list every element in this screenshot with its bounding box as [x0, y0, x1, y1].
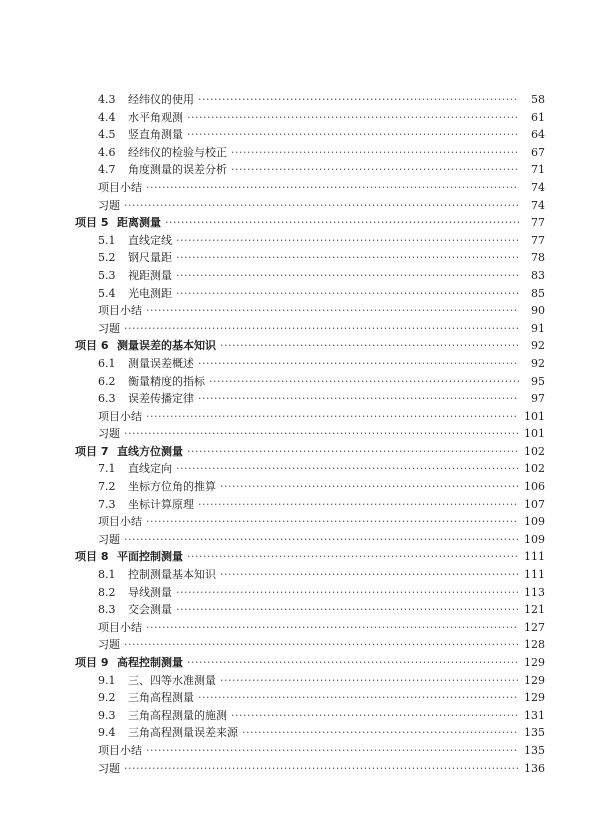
toc-page-number: 97	[531, 392, 545, 406]
toc-entry-title: 直线方位测量	[117, 444, 183, 458]
toc-section-entry[interactable]	[75, 513, 545, 531]
toc-entry-number: 8.1	[98, 568, 116, 582]
toc-page-number: 61	[531, 110, 545, 124]
toc-entry-title: 三角高程测量误差来源	[128, 726, 238, 740]
dot-leader	[198, 390, 519, 408]
toc-entry-title: 水平角观测	[128, 110, 183, 124]
dot-leader	[187, 654, 518, 672]
toc-entry-number: 4.3	[98, 93, 116, 106]
dot-leader	[146, 513, 518, 531]
toc-page-number: 71	[531, 163, 545, 177]
dot-leader	[187, 548, 518, 566]
toc-section-entry[interactable]	[75, 724, 545, 742]
toc-section-entry[interactable]	[75, 126, 545, 144]
toc-page-number: 111	[524, 568, 545, 582]
toc-page-number: 77	[531, 233, 545, 247]
toc-entry-title: 视距测量	[128, 268, 172, 282]
toc-entry-title: 习题	[98, 761, 120, 775]
dot-leader	[146, 619, 518, 637]
toc-page-number: 77	[531, 216, 545, 230]
toc-entry-title: 测量误差的基本知识	[117, 339, 216, 353]
dot-leader	[187, 443, 518, 461]
toc-section-entry[interactable]	[75, 531, 545, 549]
dot-leader	[231, 707, 518, 725]
toc-entry-number: 7.3	[98, 497, 116, 511]
toc-page-number: 83	[531, 268, 545, 282]
toc-page-number: 92	[531, 356, 545, 370]
toc-entry-title: 控制测量基本知识	[128, 568, 216, 582]
dot-leader	[124, 425, 518, 443]
toc-entry-title: 导线测量	[128, 585, 172, 599]
toc-section-entry[interactable]	[75, 320, 545, 338]
toc-section-entry[interactable]	[75, 496, 545, 514]
toc-section-entry[interactable]	[75, 179, 545, 197]
toc-chapter-entry[interactable]	[75, 337, 545, 355]
toc-entry-title: 经纬仪的使用	[128, 93, 194, 106]
toc-page-number: 78	[531, 251, 545, 265]
toc-section-entry[interactable]	[75, 161, 545, 179]
toc-entry-title: 三、四等水准测量	[128, 673, 216, 687]
toc-page-number: 74	[531, 198, 545, 212]
toc-page-number: 109	[524, 515, 545, 529]
toc-section-entry[interactable]	[75, 689, 545, 707]
toc-entry-number: 9.2	[98, 691, 116, 705]
toc-page-number: 102	[524, 462, 545, 476]
toc-entry-title: 角度测量的误差分析	[128, 163, 227, 177]
toc-page-number: 67	[531, 145, 545, 159]
toc-section-entry[interactable]	[75, 267, 545, 285]
dot-leader	[198, 91, 519, 109]
toc-entry-title: 平面控制测量	[117, 550, 183, 564]
toc-page-number: 128	[524, 638, 545, 652]
toc-entry-number: 7.2	[98, 480, 116, 494]
dot-leader	[146, 179, 519, 197]
toc-page-number: 106	[524, 480, 545, 494]
dot-leader	[187, 126, 519, 144]
toc-section-entry[interactable]	[75, 584, 545, 602]
dot-leader	[176, 584, 518, 602]
toc-entry-title: 项目小结	[98, 515, 142, 529]
toc-chapter-entry[interactable]	[75, 214, 545, 232]
dot-leader	[124, 197, 519, 215]
toc-page-number: 109	[524, 532, 545, 546]
toc-entry-title: 测量误差概述	[128, 356, 194, 370]
dot-leader	[220, 478, 518, 496]
dot-leader	[231, 161, 519, 179]
toc-entry-title: 直线定向	[128, 462, 172, 476]
toc-entry-number: 5.3	[98, 268, 116, 282]
toc-entry-number: 项目 5	[75, 216, 109, 230]
toc-entry-number: 项目 6	[75, 339, 109, 353]
toc-section-entry[interactable]	[75, 197, 545, 215]
toc-section-entry[interactable]	[75, 566, 545, 584]
toc-entry-number: 4.4	[98, 110, 116, 124]
toc-entry-number: 6.3	[98, 392, 116, 406]
toc-entry-title: 钢尺量距	[128, 251, 172, 265]
toc-page-number: 121	[524, 603, 545, 617]
toc-section-entry[interactable]	[75, 232, 545, 250]
toc-section-entry[interactable]	[75, 425, 545, 443]
toc-page-number: 85	[531, 286, 545, 300]
dot-leader	[146, 742, 518, 760]
toc-entry-number: 5.2	[98, 251, 116, 265]
dot-leader	[220, 337, 519, 355]
toc-entry-title: 项目小结	[98, 409, 142, 423]
toc-section-entry[interactable]	[75, 355, 545, 373]
dot-leader	[187, 109, 519, 127]
toc-page-number: 131	[524, 708, 545, 722]
toc-page-number: 90	[531, 304, 545, 318]
dot-leader	[176, 601, 518, 619]
toc-entry-number: 6.1	[98, 356, 116, 370]
toc-entry-title: 直线定线	[128, 233, 172, 247]
toc-page-number: 74	[531, 180, 545, 194]
toc-entry-title: 光电测距	[128, 286, 172, 300]
toc-entry-number: 4.6	[98, 145, 116, 159]
toc-page-number: 101	[524, 409, 545, 423]
toc-entry-title: 三角高程测量的施测	[128, 708, 227, 722]
toc-entry-title: 习题	[98, 427, 120, 441]
toc-entry-title: 项目小结	[98, 620, 142, 634]
dot-leader	[198, 496, 518, 514]
toc-entry-title: 竖直角测量	[128, 128, 183, 142]
toc-entry-number: 8.3	[98, 603, 116, 617]
dot-leader	[176, 267, 519, 285]
toc-section-entry[interactable]	[75, 91, 545, 109]
toc-entry-number: 8.2	[98, 585, 116, 599]
dot-leader	[231, 144, 519, 162]
dot-leader	[220, 566, 518, 584]
toc-section-entry[interactable]	[75, 460, 545, 478]
toc-entry-title: 习题	[98, 321, 120, 335]
toc-section-entry[interactable]	[75, 408, 545, 426]
dot-leader	[220, 672, 518, 690]
toc-entry-title: 项目小结	[98, 304, 142, 318]
toc-page-number: 129	[524, 691, 545, 705]
toc-section-entry[interactable]	[75, 601, 545, 619]
toc-entry-number: 4.5	[98, 128, 116, 142]
dot-leader	[124, 320, 519, 338]
dot-leader	[124, 636, 518, 654]
toc-entry-number: 5.1	[98, 233, 116, 247]
toc-section-entry[interactable]	[75, 302, 545, 320]
toc-page-number: 113	[524, 585, 545, 599]
toc-entry-number: 9.1	[98, 673, 116, 687]
toc-section-entry[interactable]	[75, 285, 545, 303]
toc-entry-number: 5.4	[98, 286, 116, 300]
toc-entry-title: 高程控制测量	[117, 656, 183, 669]
table-of-contents	[75, 91, 545, 777]
dot-leader	[176, 249, 519, 267]
toc-entry-title: 习题	[98, 198, 120, 212]
toc-entry-title: 经纬仪的检验与校正	[128, 145, 227, 159]
toc-entry-title: 误差传播定律	[128, 392, 194, 406]
toc-section-entry[interactable]	[75, 478, 545, 496]
toc-section-entry[interactable]	[75, 742, 545, 760]
dot-leader	[124, 760, 518, 778]
dot-leader	[209, 373, 519, 391]
toc-entry-number: 4.7	[98, 163, 116, 177]
toc-page-number: 101	[524, 427, 545, 441]
toc-entry-title: 习题	[98, 638, 120, 652]
toc-section-entry[interactable]	[75, 109, 545, 127]
dot-leader	[176, 232, 519, 250]
toc-entry-title: 距离测量	[117, 216, 161, 230]
dot-leader	[198, 689, 518, 707]
toc-section-entry[interactable]	[75, 144, 545, 162]
toc-chapter-entry[interactable]	[75, 654, 545, 672]
toc-entry-number: 9.4	[98, 726, 116, 740]
toc-page-number: 129	[524, 656, 545, 669]
toc-page-number: 135	[524, 726, 545, 740]
toc-section-entry[interactable]	[75, 672, 545, 690]
dot-leader	[198, 355, 519, 373]
toc-entry-title: 项目小结	[98, 743, 142, 757]
toc-section-entry[interactable]	[75, 390, 545, 408]
toc-page-number: 107	[524, 497, 545, 511]
toc-section-entry[interactable]	[75, 619, 545, 637]
toc-section-entry[interactable]	[75, 373, 545, 391]
toc-page-number: 91	[531, 321, 545, 335]
toc-entry-number: 项目 7	[75, 444, 109, 458]
toc-page-number: 92	[531, 339, 545, 353]
toc-page-number: 95	[531, 374, 545, 388]
toc-section-entry[interactable]	[75, 707, 545, 725]
toc-entry-title: 交会测量	[128, 603, 172, 617]
toc-section-entry[interactable]	[75, 249, 545, 267]
toc-section-entry[interactable]	[75, 636, 545, 654]
toc-page-number: 111	[524, 550, 545, 564]
toc-entry-title: 衡量精度的指标	[128, 374, 205, 388]
toc-page-number: 64	[531, 128, 545, 142]
toc-page-number: 127	[524, 620, 545, 634]
toc-page-number: 136	[524, 761, 545, 775]
toc-page-number: 129	[524, 673, 545, 687]
toc-page-number: 58	[531, 93, 545, 106]
toc-entry-number: 项目 9	[75, 656, 109, 669]
toc-entry-title: 习题	[98, 532, 120, 546]
toc-section-entry[interactable]	[75, 760, 545, 778]
toc-entry-number: 项目 8	[75, 550, 109, 564]
dot-leader	[124, 531, 518, 549]
toc-entry-number: 7.1	[98, 462, 116, 476]
toc-entry-number: 6.2	[98, 374, 116, 388]
toc-entry-title: 坐标计算原理	[128, 497, 194, 511]
dot-leader	[242, 724, 518, 742]
toc-page-number: 102	[524, 444, 545, 458]
dot-leader	[146, 302, 519, 320]
dot-leader	[165, 214, 519, 232]
toc-entry-title: 三角高程测量	[128, 691, 194, 705]
toc-entry-title: 项目小结	[98, 180, 142, 194]
dot-leader	[146, 408, 518, 426]
dot-leader	[176, 285, 519, 303]
toc-page-number: 135	[524, 743, 545, 757]
toc-entry-title: 坐标方位角的推算	[128, 480, 216, 494]
toc-chapter-entry[interactable]	[75, 443, 545, 461]
dot-leader	[176, 460, 518, 478]
toc-chapter-entry[interactable]	[75, 548, 545, 566]
toc-entry-number: 9.3	[98, 708, 116, 722]
